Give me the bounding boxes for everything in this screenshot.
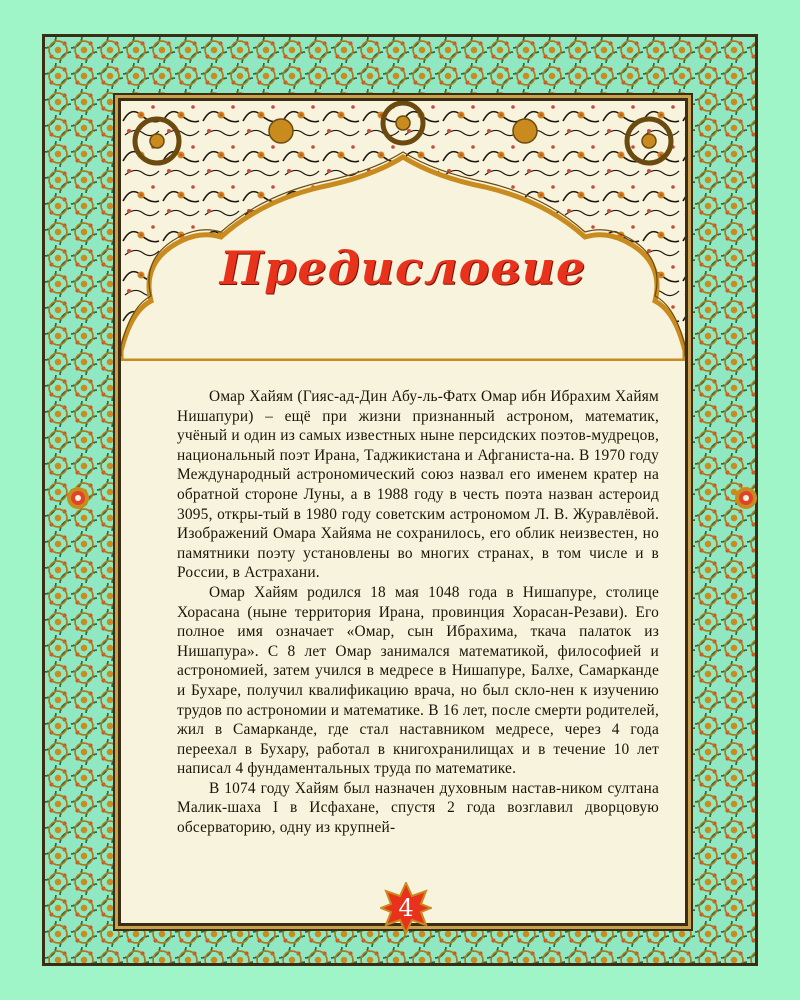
page-panel [118,98,688,926]
paragraph: Омар Хайям родился 18 мая 1048 года в Нишапуре, столице Хорасана (ныне территория Ирана, провинция Хорасан-Резави). Его полное имя означает «Омар, сын Ибрахима, ткача палаток из Нишапура». С 8 лет Омар занимался математикой, философией и астрономией, затем учился в медресе в Нишапуре, Балхе, Самарканде и Бухаре, получил квалификацию врача, но был скло-нен к изучению трудов по астрономии и математике. В 16 лет, после смерти родителей, жил в Самарканде, где стал наставником медресе, через 4 года переехал в Бухару, работал в книгохранилищах и в течение 10 лет написал 4 фундаментальных труда по математике. [177,583,659,778]
arch-ornament-icon [121,101,685,361]
right-medallion-icon [734,486,758,510]
paragraph: В 1074 году Хайям был назначен духовным настав-ником султана Малик-шаха I в Исфахане, спустя 2 года возглавил дворцовую обсерваторию, одну из крупней- [177,779,659,837]
paragraph: Омар Хайям (Гияс-ад-Дин Абу-ль-Фатх Омар ибн Ибрахим Хайям Нишапури) – ещё при жизни признанный астроном, математик, учёный и один из самых известных ныне персидских поэтов-мудрецов, национальный поэт Ирана, Таджикистана и Афганиста-на. В 1970 году Международный астрономический союз назвал его именем кратер на обратной стороне Луны, а в 1988 году в честь поэта назван астероид 3095, откры-тый в 1980 году советским астрономом Л. В. Журавлёвой. Изображений Омара Хайяма не сохранилось, его облик неизвестен, но памятники поэту установлены во многих странах, в том числе и в России, в Астрахани. [177,388,659,582]
page-title: Предисловие [219,241,587,295]
body-text [177,387,659,838]
page-number: 4 [398,894,414,922]
page-number-badge [380,882,432,934]
left-medallion-icon [66,486,90,510]
